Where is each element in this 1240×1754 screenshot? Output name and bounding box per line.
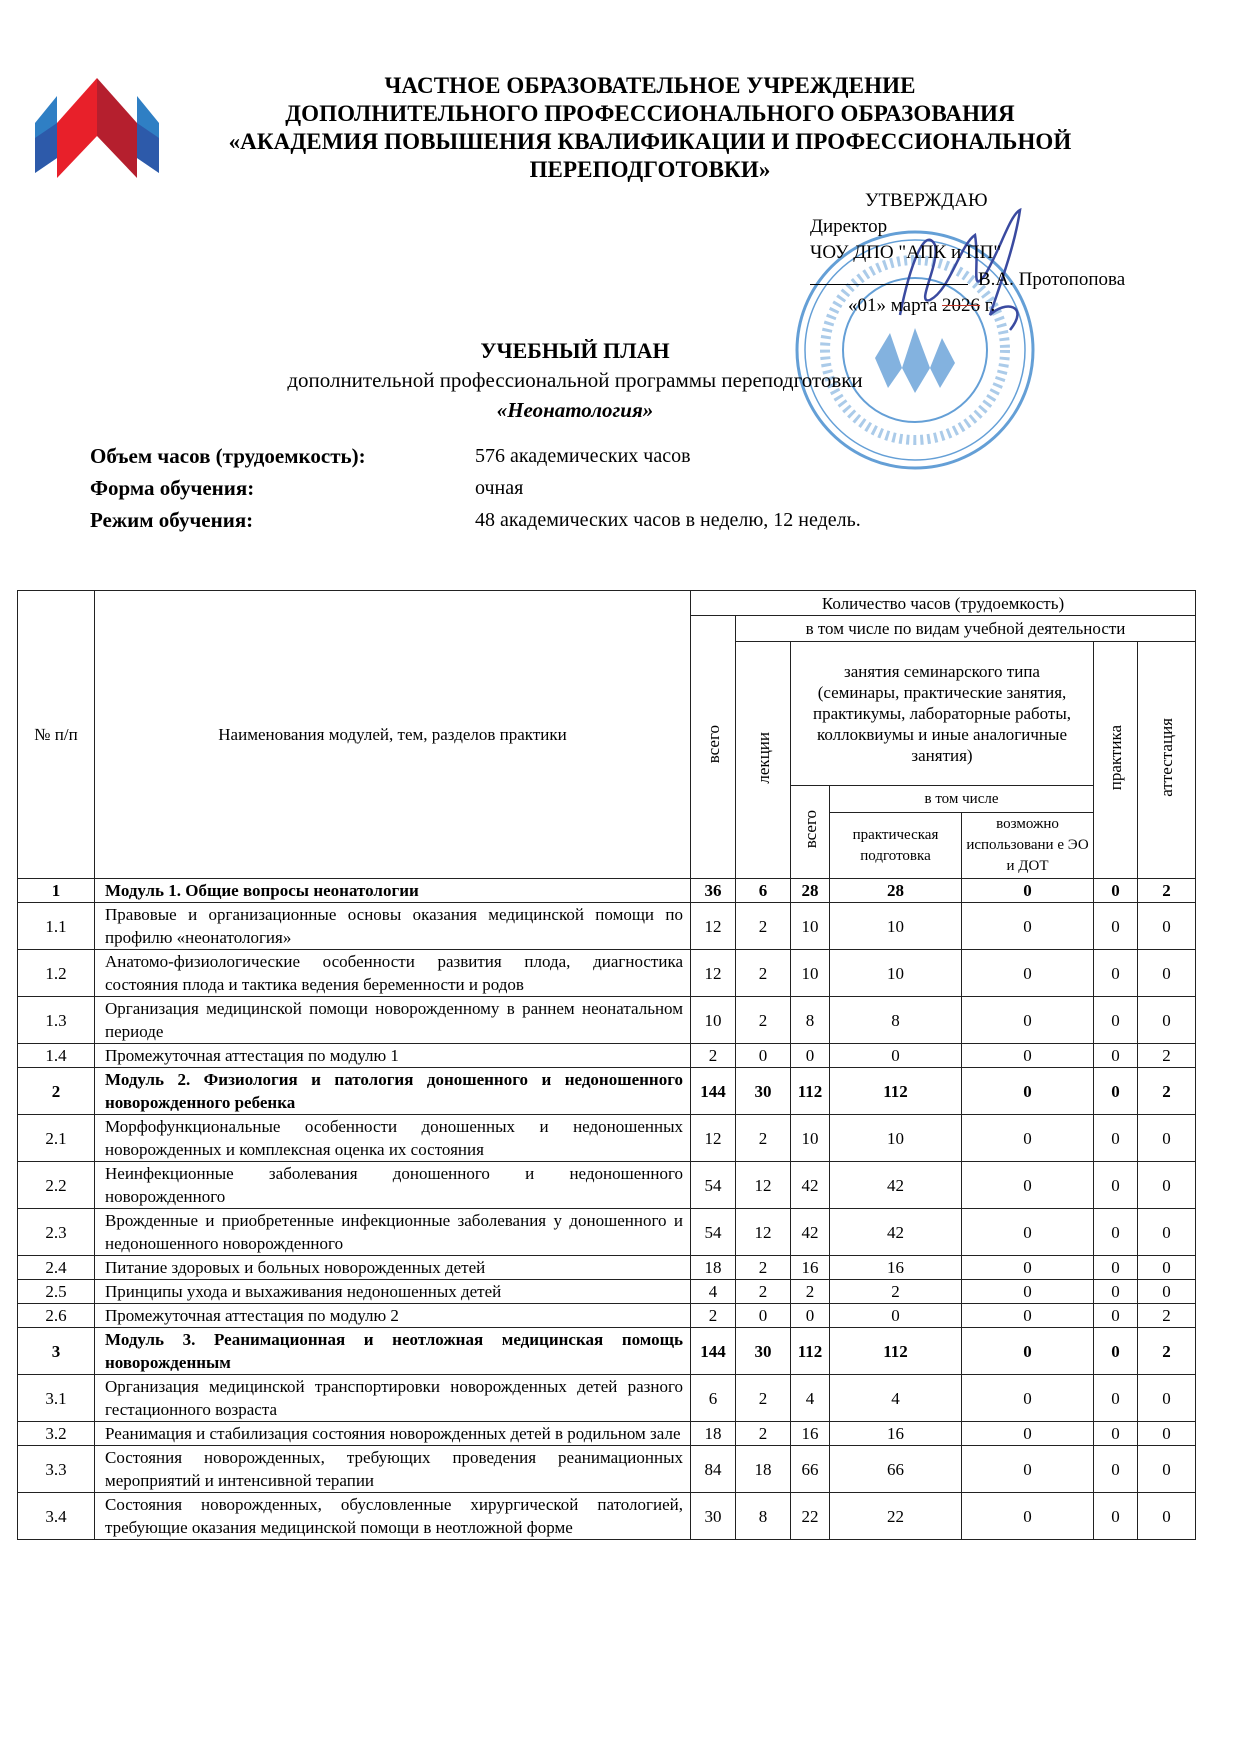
attestation-hours: 0 (1138, 903, 1196, 950)
seminar-hours: 42 (791, 1209, 830, 1256)
practice-hours: 0 (1094, 1422, 1138, 1446)
seminar-hours: 10 (791, 1115, 830, 1162)
approval-signature-line (810, 266, 1190, 293)
practical-training-hours: 4 (830, 1375, 962, 1422)
practical-training-hours: 2 (830, 1280, 962, 1304)
row-number: 2.6 (18, 1304, 95, 1328)
lecture-hours: 2 (736, 950, 791, 997)
practical-training-hours: 16 (830, 1422, 962, 1446)
curriculum-table (17, 590, 1196, 1540)
row-number: 1.2 (18, 950, 95, 997)
seminar-hours: 10 (791, 950, 830, 997)
total-hours: 84 (691, 1446, 736, 1493)
practical-training-hours: 42 (830, 1209, 962, 1256)
attestation-hours: 0 (1138, 1280, 1196, 1304)
info-label: Режим обучения: (90, 508, 254, 532)
attestation-hours: 0 (1138, 1446, 1196, 1493)
attestation-hours: 0 (1138, 997, 1196, 1044)
practical-training-hours: 10 (830, 903, 962, 950)
eo-dot-hours: 0 (962, 1280, 1094, 1304)
row-name: Промежуточная аттестация по модулю 2 (95, 1304, 691, 1328)
attestation-hours: 2 (1138, 1068, 1196, 1115)
practice-hours: 0 (1094, 879, 1138, 903)
topic-row (18, 1256, 1196, 1280)
practical-training-hours: 66 (830, 1446, 962, 1493)
seminar-hours: 16 (791, 1256, 830, 1280)
attestation-hours: 0 (1138, 1493, 1196, 1540)
lecture-hours: 0 (736, 1044, 791, 1068)
header-num: № п/п (18, 591, 95, 879)
eo-dot-hours: 0 (962, 1446, 1094, 1493)
row-number: 2.1 (18, 1115, 95, 1162)
practice-hours: 0 (1094, 1375, 1138, 1422)
eo-dot-hours: 0 (962, 903, 1094, 950)
info-value: 576 академических часов (475, 445, 691, 467)
header-by-type: в том числе по видам учебной деятельности (736, 616, 1196, 642)
row-name: Модуль 1. Общие вопросы неонатологии (95, 879, 691, 903)
table-body (18, 879, 1196, 1540)
seminar-hours: 10 (791, 903, 830, 950)
row-name: Организация медицинской помощи новорожденному в раннем неонатальном периоде (95, 997, 691, 1044)
info-value: 48 академических часов в неделю, 12 недель. (475, 509, 861, 531)
practice-hours: 0 (1094, 1162, 1138, 1209)
row-name: Модуль 2. Физиология и патология доношенного и недоношенного новорожденного ребенка (95, 1068, 691, 1115)
row-number: 3.4 (18, 1493, 95, 1540)
lecture-hours: 0 (736, 1304, 791, 1328)
practice-hours: 0 (1094, 1493, 1138, 1540)
topic-row (18, 1493, 1196, 1540)
date-prefix: «01» марта (848, 295, 943, 316)
topic-row (18, 950, 1196, 997)
eo-dot-hours: 0 (962, 1162, 1094, 1209)
seminar-hours: 2 (791, 1280, 830, 1304)
lecture-hours: 30 (736, 1068, 791, 1115)
seminar-hours: 112 (791, 1328, 830, 1375)
practical-training-hours: 22 (830, 1493, 962, 1540)
row-number: 1.1 (18, 903, 95, 950)
lecture-hours: 18 (736, 1446, 791, 1493)
seminar-hours: 112 (791, 1068, 830, 1115)
module-row (18, 1068, 1196, 1115)
row-number: 3.2 (18, 1422, 95, 1446)
attestation-hours: 0 (1138, 950, 1196, 997)
attestation-hours: 0 (1138, 1209, 1196, 1256)
attestation-hours: 2 (1138, 1328, 1196, 1375)
info-label: Объем часов (трудоемкость): (90, 444, 366, 468)
practice-hours: 0 (1094, 997, 1138, 1044)
topic-row (18, 1422, 1196, 1446)
practical-training-hours: 8 (830, 997, 962, 1044)
org-line: ПЕРЕПОДГОТОВКИ» (529, 157, 771, 182)
total-hours: 54 (691, 1162, 736, 1209)
program-name: «Неонатология» (496, 398, 654, 422)
header-attestation: аттестация (1138, 642, 1196, 879)
approval-title: УТВЕРЖДАЮ (865, 190, 988, 211)
row-name: Морфофункциональные особенности доношенных и недоношенных новорожденных и комплексная оценка их состояния (95, 1115, 691, 1162)
header-total: всего (691, 616, 736, 879)
eo-dot-hours: 0 (962, 1209, 1094, 1256)
total-hours: 36 (691, 879, 736, 903)
row-number: 3.3 (18, 1446, 95, 1493)
header-seminars: занятия семинарского типа (семинары, практические занятия, практикумы, лабораторные работы, коллоквиумы и иные аналогичные занятия) (791, 642, 1094, 786)
topic-row (18, 1162, 1196, 1209)
header-practical-training: практическая подготовка (830, 813, 962, 879)
lecture-hours: 2 (736, 1115, 791, 1162)
seminar-hours: 0 (791, 1304, 830, 1328)
eo-dot-hours: 0 (962, 1068, 1094, 1115)
practice-hours: 0 (1094, 1209, 1138, 1256)
total-hours: 18 (691, 1422, 736, 1446)
topic-row (18, 1115, 1196, 1162)
program-info (90, 440, 861, 536)
topic-row (18, 903, 1196, 950)
header-eo-dot: возможно использовани е ЭО и ДОТ (962, 813, 1094, 879)
info-row-hours (90, 440, 861, 472)
total-hours: 18 (691, 1256, 736, 1280)
row-name: Реанимация и стабилизация состояния новорожденных детей в родильном зале (95, 1422, 691, 1446)
approval-organization: ЧОУ ДПО "АПК и ПП" (810, 242, 1002, 263)
row-number: 1 (18, 879, 95, 903)
eo-dot-hours: 0 (962, 1044, 1094, 1068)
info-value: очная (475, 477, 524, 499)
approval-position: Директор (810, 216, 888, 237)
row-number: 2.4 (18, 1256, 95, 1280)
attestation-hours: 0 (1138, 1375, 1196, 1422)
row-name: Правовые и организационные основы оказания медицинской помощи по профилю «неонатология» (95, 903, 691, 950)
module-row (18, 879, 1196, 903)
topic-row (18, 1446, 1196, 1493)
seminar-hours: 16 (791, 1422, 830, 1446)
total-hours: 30 (691, 1493, 736, 1540)
practical-training-hours: 16 (830, 1256, 962, 1280)
seminar-hours: 4 (791, 1375, 830, 1422)
row-name: Врожденные и приобретенные инфекционные заболевания у доношенного и недоношенного новорожденного (95, 1209, 691, 1256)
row-number: 3.1 (18, 1375, 95, 1422)
total-hours: 2 (691, 1304, 736, 1328)
total-hours: 12 (691, 950, 736, 997)
practice-hours: 0 (1094, 1328, 1138, 1375)
practical-training-hours: 42 (830, 1162, 962, 1209)
practical-training-hours: 112 (830, 1328, 962, 1375)
lecture-hours: 6 (736, 879, 791, 903)
topic-row (18, 1044, 1196, 1068)
total-hours: 54 (691, 1209, 736, 1256)
total-hours: 10 (691, 997, 736, 1044)
lecture-hours: 12 (736, 1209, 791, 1256)
practical-training-hours: 0 (830, 1044, 962, 1068)
total-hours: 12 (691, 1115, 736, 1162)
org-line: ДОПОЛНИТЕЛЬНОГО ПРОФЕССИОНАЛЬНОГО ОБРАЗОВАНИЯ (285, 101, 1015, 126)
header-name: Наименования модулей, тем, разделов практики (95, 591, 691, 879)
practice-hours: 0 (1094, 1256, 1138, 1280)
attestation-hours: 2 (1138, 1044, 1196, 1068)
seminar-hours: 8 (791, 997, 830, 1044)
topic-row (18, 997, 1196, 1044)
seminar-hours: 66 (791, 1446, 830, 1493)
lecture-hours: 8 (736, 1493, 791, 1540)
practical-training-hours: 0 (830, 1304, 962, 1328)
practice-hours: 0 (1094, 1044, 1138, 1068)
practice-hours: 0 (1094, 1068, 1138, 1115)
lecture-hours: 2 (736, 1280, 791, 1304)
attestation-hours: 0 (1138, 1422, 1196, 1446)
plan-subtitle: дополнительной профессиональной программы переподготовки (287, 368, 863, 392)
eo-dot-hours: 0 (962, 1375, 1094, 1422)
lecture-hours: 2 (736, 1375, 791, 1422)
signature-blank (810, 266, 968, 285)
attestation-hours: 0 (1138, 1115, 1196, 1162)
eo-dot-hours: 0 (962, 1256, 1094, 1280)
row-number: 2.3 (18, 1209, 95, 1256)
practice-hours: 0 (1094, 950, 1138, 997)
row-name: Анатомо-физиологические особенности развития плода, диагностика состояния плода и тактика ведения беременности и родов (95, 950, 691, 997)
academy-logo-icon (35, 78, 185, 178)
total-hours: 144 (691, 1328, 736, 1375)
row-name: Состояния новорожденных, обусловленные хирургической патологией, требующие оказания медицинской помощи в неотложной форме (95, 1493, 691, 1540)
row-number: 1.4 (18, 1044, 95, 1068)
info-label: Форма обучения: (90, 476, 255, 500)
date-suffix: г. (980, 295, 996, 316)
attestation-hours: 2 (1138, 879, 1196, 903)
practice-hours: 0 (1094, 1446, 1138, 1493)
topic-row (18, 1304, 1196, 1328)
seminar-hours: 0 (791, 1044, 830, 1068)
approval-signatory: В.А. Протопопова (978, 269, 1126, 290)
row-name: Организация медицинской транспортировки новорожденных детей разного гестационного возраста (95, 1375, 691, 1422)
module-row (18, 1328, 1196, 1375)
attestation-hours: 2 (1138, 1304, 1196, 1328)
attestation-hours: 0 (1138, 1256, 1196, 1280)
row-number: 2.2 (18, 1162, 95, 1209)
eo-dot-hours: 0 (962, 1328, 1094, 1375)
total-hours: 2 (691, 1044, 736, 1068)
lecture-hours: 12 (736, 1162, 791, 1209)
practice-hours: 0 (1094, 1115, 1138, 1162)
row-name: Промежуточная аттестация по модулю 1 (95, 1044, 691, 1068)
org-line: «АКАДЕМИЯ ПОВЫШЕНИЯ КВАЛИФИКАЦИИ И ПРОФЕССИОНАЛЬНОЙ (228, 129, 1072, 154)
total-hours: 6 (691, 1375, 736, 1422)
approval-block (810, 188, 1190, 319)
row-number: 2.5 (18, 1280, 95, 1304)
topic-row (18, 1280, 1196, 1304)
plan-title: УЧЕБНЫЙ ПЛАН (480, 338, 670, 363)
lecture-hours: 2 (736, 997, 791, 1044)
eo-dot-hours: 0 (962, 1493, 1094, 1540)
approval-date (810, 293, 1190, 319)
total-hours: 12 (691, 903, 736, 950)
row-name: Состояния новорожденных, требующих проведения реанимационных мероприятий и интенсивной терапии (95, 1446, 691, 1493)
header-seminar-total: всего (791, 786, 830, 879)
practical-training-hours: 28 (830, 879, 962, 903)
topic-row (18, 1209, 1196, 1256)
lecture-hours: 2 (736, 1256, 791, 1280)
practical-training-hours: 112 (830, 1068, 962, 1115)
seminar-hours: 42 (791, 1162, 830, 1209)
row-name: Модуль 3. Реанимационная и неотложная медицинская помощь новорожденным (95, 1328, 691, 1375)
eo-dot-hours: 0 (962, 997, 1094, 1044)
topic-row (18, 1375, 1196, 1422)
total-hours: 144 (691, 1068, 736, 1115)
header-lectures: лекции (736, 642, 791, 879)
lecture-hours: 2 (736, 903, 791, 950)
practical-training-hours: 10 (830, 950, 962, 997)
eo-dot-hours: 0 (962, 1304, 1094, 1328)
row-name: Неинфекционные заболевания доношенного и недоношенного новорожденного (95, 1162, 691, 1209)
total-hours: 4 (691, 1280, 736, 1304)
info-row-mode (90, 504, 861, 536)
row-name: Питание здоровых и больных новорожденных детей (95, 1256, 691, 1280)
header-practice: практика (1094, 642, 1138, 879)
practice-hours: 0 (1094, 1304, 1138, 1328)
row-number: 1.3 (18, 997, 95, 1044)
seminar-hours: 22 (791, 1493, 830, 1540)
header-including: в том числе (830, 786, 1094, 813)
seminar-hours: 28 (791, 879, 830, 903)
lecture-hours: 30 (736, 1328, 791, 1375)
eo-dot-hours: 0 (962, 950, 1094, 997)
eo-dot-hours: 0 (962, 879, 1094, 903)
lecture-hours: 2 (736, 1422, 791, 1446)
practice-hours: 0 (1094, 903, 1138, 950)
eo-dot-hours: 0 (962, 1115, 1094, 1162)
date-year: 2026 (942, 295, 981, 316)
practical-training-hours: 10 (830, 1115, 962, 1162)
row-number: 2 (18, 1068, 95, 1115)
info-row-form (90, 472, 861, 504)
attestation-hours: 0 (1138, 1162, 1196, 1209)
eo-dot-hours: 0 (962, 1422, 1094, 1446)
row-number: 3 (18, 1328, 95, 1375)
header-hours: Количество часов (трудоемкость) (691, 591, 1196, 616)
practice-hours: 0 (1094, 1280, 1138, 1304)
org-line: ЧАСТНОЕ ОБРАЗОВАТЕЛЬНОЕ УЧРЕЖДЕНИЕ (384, 73, 916, 98)
row-name: Принципы ухода и выхаживания недоношенных детей (95, 1280, 691, 1304)
organization-header (170, 72, 1130, 184)
